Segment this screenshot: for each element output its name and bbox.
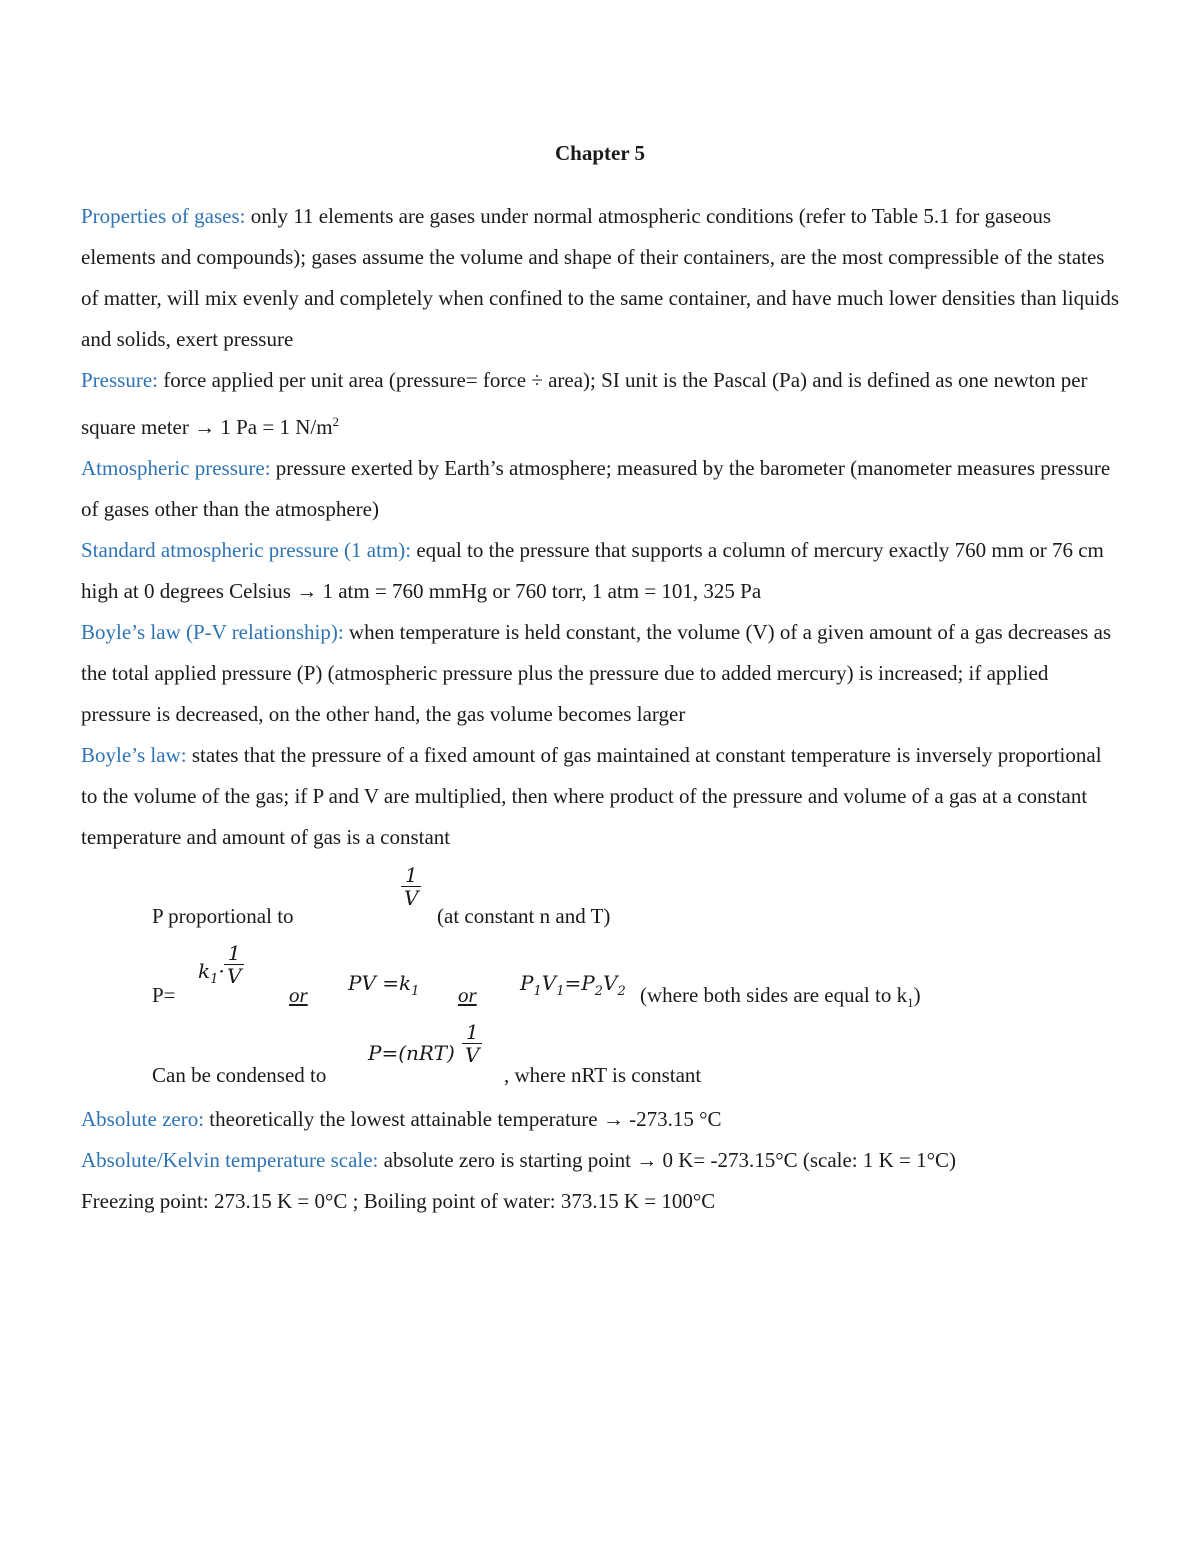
eq2-p1v1	[520, 963, 626, 1012]
eq1-numerator: 1	[401, 864, 421, 887]
eq1-suffix: (at constant n and T)	[437, 904, 611, 928]
eq2-p2: P	[581, 971, 595, 995]
eq3-prefix: Can be condensed to	[152, 1063, 327, 1087]
eq2-k: k	[198, 959, 211, 983]
eq2-v1: V	[541, 971, 557, 995]
superscript-2: 2	[332, 414, 340, 429]
eq1-denominator: V	[404, 886, 419, 910]
eq2-pv	[348, 963, 419, 1012]
term-boyles-law: Boyle’s law:	[81, 743, 187, 767]
eq2-p1-sub: 1	[533, 984, 542, 999]
eq2-dot: ·	[218, 959, 225, 983]
eq2-prefix: P=	[152, 983, 176, 1007]
text-pressure: force applied per unit area (pressure= force ÷ area); SI unit is the Pascal (Pa) and is defined as one newton per square meter → 1 Pa = 1 N/m	[81, 368, 1088, 439]
text-boyles-law-pv: when temperature is held constant, the volume (V) of a given amount of a gas decreases as the total applied pressure (P) (atmospheric pressure plus the pressure due to added mercury) is increased; if applied pressure is decreased, on the other hand, the gas volume becomes larger	[81, 620, 1112, 726]
eq2-suffix-text: (where both sides are equal to k	[640, 983, 908, 1007]
eq2-suffix-sub: 1	[907, 995, 914, 1011]
text-absolute-zero: theoretically the lowest attainable temperature → -273.15 °C	[204, 1107, 722, 1131]
paragraph-pressure	[81, 360, 1121, 448]
term-properties-of-gases: Properties of gases:	[81, 204, 246, 228]
paragraph-properties-of-gases	[81, 196, 1121, 360]
paragraph-boyles-law-pv	[81, 612, 1121, 735]
eq3-suffix: , where nRT is constant	[504, 1063, 702, 1087]
eq2-p2-sub: 2	[594, 984, 603, 999]
text-freezing-boiling: Freezing point: 273.15 K = 0°C ; Boiling point of water: 373.15 K = 100°C	[81, 1189, 716, 1213]
term-standard-atmospheric-pressure: Standard atmospheric pressure (1 atm):	[81, 538, 412, 562]
term-boyles-law-pv: Boyle’s law (P-V relationship):	[81, 620, 344, 644]
paragraph-atmospheric-pressure	[81, 448, 1121, 530]
eq2-equals: =	[564, 971, 582, 995]
eq2-suffix-end: )	[913, 983, 921, 1007]
text-standard-atmospheric-pressure: equal to the pressure that supports a column of mercury exactly 760 mm or 76 cm high at 0 degrees Celsius → 1 atm = 760 mmHg or 760 torr, 1 atm = 101, 325 Pa	[81, 538, 1104, 603]
paragraph-standard-atmospheric-pressure	[81, 530, 1121, 612]
eq1-fraction	[401, 864, 421, 909]
eq2-numerator: 1	[224, 942, 244, 965]
eq3-numerator: 1	[462, 1021, 482, 1044]
eq2-v2: V	[603, 971, 618, 995]
eq2-v2-sub: 2	[617, 984, 626, 999]
eq2-or-1: or	[289, 983, 308, 1007]
eq2-v1-sub: 1	[556, 984, 565, 999]
eq2-fraction	[224, 942, 244, 987]
eq2-or-2: or	[458, 983, 477, 1007]
eq2-suffix	[640, 975, 921, 1023]
text-boyles-law: states that the pressure of a fixed amount of gas maintained at constant temperature is inversely proportional to the volume of the gas; if P and V are multiplied, then where product of the pressure and volume of a gas at a constant temperature and amount of gas is a constant	[81, 743, 1102, 849]
term-absolute-zero: Absolute zero:	[81, 1107, 205, 1131]
equation-condensed	[152, 1019, 1121, 1099]
eq2-k-sub: 1	[210, 972, 219, 987]
chapter-title: Chapter 5	[554, 141, 646, 165]
paragraph-kelvin-scale	[81, 1140, 1121, 1181]
eq2-pv-sub: 1	[411, 984, 420, 999]
eq2-pv-text: PV =k	[348, 971, 412, 995]
text-atmospheric-pressure: pressure exerted by Earth’s atmosphere; measured by the barometer (manometer measures pressure of gases other than the atmosphere)	[81, 456, 1111, 521]
paragraph-boyles-law	[81, 735, 1121, 858]
equation-block	[81, 858, 1121, 1099]
eq3-fraction	[462, 1021, 482, 1066]
paragraph-freezing-boiling	[81, 1181, 1121, 1222]
paragraph-absolute-zero	[81, 1099, 1121, 1140]
term-pressure: Pressure:	[81, 368, 158, 392]
eq2-p1: P	[520, 971, 534, 995]
eq3-expr: P=(nRT)	[368, 1041, 455, 1065]
text-properties-of-gases: only 11 elements are gases under normal atmospheric conditions (refer to Table 5.1 for gaseous elements and compounds); gases assume the volume and shape of their containers, are the most compressible of the states of matter, will mix evenly and completely when confined to the same container, and have much lower densities than liquids and solids, exert pressure	[81, 204, 1120, 351]
text-kelvin-scale: absolute zero is starting point → 0 K= -273.15°C (scale: 1 K = 1°C)	[378, 1148, 957, 1172]
eq1-prefix: P proportional to	[152, 904, 294, 928]
notes-body	[81, 196, 1121, 1222]
term-kelvin-scale: Absolute/Kelvin temperature scale:	[81, 1148, 379, 1172]
eq3-denominator: V	[465, 1043, 480, 1067]
eq2-k1	[198, 951, 225, 1000]
term-atmospheric-pressure: Atmospheric pressure:	[81, 456, 271, 480]
equation-boyle-forms	[152, 939, 1121, 1019]
eq2-denominator: V	[227, 964, 242, 988]
equation-proportional	[152, 858, 1121, 939]
